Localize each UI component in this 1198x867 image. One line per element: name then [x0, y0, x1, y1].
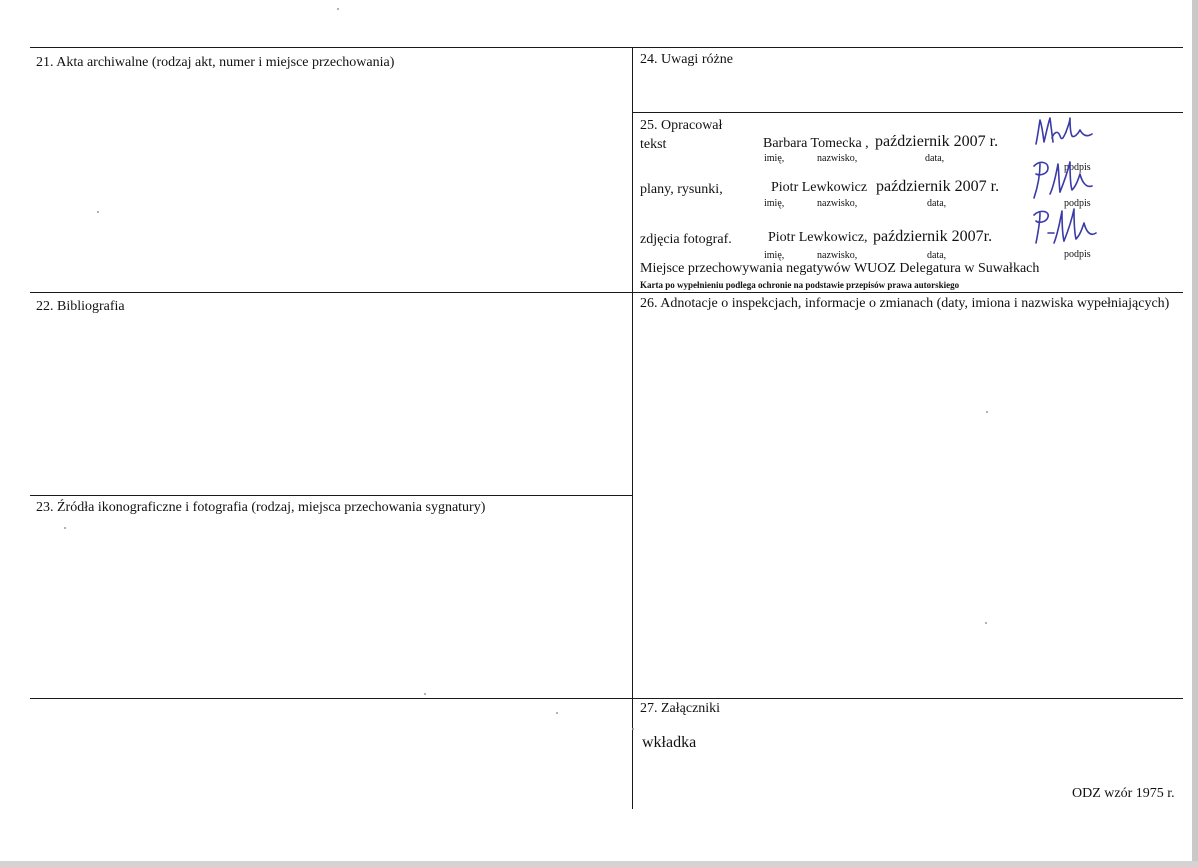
signature-barbara-tomecka	[1030, 112, 1100, 160]
section-21-label: 21. Akta archiwalne (rodzaj akt, numer i miejsce przechowania)	[36, 55, 395, 70]
form-template-note: ODZ wzór 1975 r.	[1072, 786, 1175, 801]
sub-first-name: imię,	[764, 198, 785, 209]
scan-speck	[632, 728, 634, 730]
scan-speck	[337, 8, 339, 10]
scan-edge-right	[1192, 0, 1198, 867]
negatives-storage: Miejsce przechowywania negatywów WUOZ Delegatura w Suwałkach	[640, 261, 1040, 276]
author-role-text: tekst	[640, 137, 667, 152]
author-name-photos: Piotr Lewkowicz,	[768, 230, 868, 245]
author-role-plans: plany, rysunki,	[640, 182, 723, 197]
sub-date: data,	[927, 198, 947, 209]
sub-date: data,	[927, 250, 947, 261]
center-divider	[632, 47, 633, 809]
section-23-label: 23. Źródła ikonograficzne i fotografia (rodzaj, miejsca przechowania sygnatury)	[36, 500, 486, 515]
rule-22-23	[30, 495, 633, 496]
author-name-text: Barbara Tomecka ,	[763, 136, 869, 151]
sub-date: data,	[925, 153, 945, 164]
section-27-label: 27. Załączniki	[640, 701, 721, 716]
sub-first-name: imię,	[764, 250, 785, 261]
author-role-photos: zdjęcia fotograf.	[640, 232, 732, 247]
scan-speck	[986, 411, 988, 413]
scan-edge-bottom	[0, 861, 1198, 867]
sub-signature: podpis	[1064, 249, 1091, 260]
section-26-label: 26. Adnotacje o inspekcjach, informacje o zmianach (daty, imiona i nazwiska wypełniających)	[640, 296, 1170, 311]
sub-last-name: nazwisko,	[817, 250, 858, 261]
signature-piotr-lewkowicz-plans	[1026, 156, 1104, 204]
sub-signature: podpis	[1064, 198, 1091, 209]
author-date-plans: październik 2007 r.	[876, 178, 1000, 195]
rule-26-27	[30, 698, 1183, 699]
signature-piotr-lewkowicz-photos	[1026, 203, 1104, 251]
top-rule	[30, 47, 1183, 48]
section-22-label: 22. Bibliografia	[36, 299, 125, 314]
scan-speck	[64, 527, 66, 529]
sub-last-name: nazwisko,	[817, 198, 858, 209]
scan-speck	[97, 211, 99, 213]
section-25-label: 25. Opracował	[640, 118, 723, 133]
author-name-plans: Piotr Lewkowicz	[771, 180, 868, 195]
scan-speck	[985, 622, 987, 624]
scan-speck	[556, 712, 558, 714]
author-date-photos: październik 2007r.	[873, 228, 993, 245]
sub-first-name: imię,	[764, 153, 785, 164]
scan-speck	[424, 693, 426, 695]
sub-last-name: nazwisko,	[817, 153, 858, 164]
section-24-label: 24. Uwagi różne	[640, 52, 733, 67]
attachment-value: wkładka	[642, 734, 697, 751]
sub-signature: podpis	[1064, 162, 1091, 173]
copyright-notice: Karta po wypełnieniu podlega ochronie na podstawie przepisów prawa autorskiego	[640, 280, 960, 290]
rule-21-22	[30, 292, 1183, 293]
author-date-text: październik 2007 r.	[875, 133, 999, 150]
rule-24-25	[633, 112, 1183, 113]
